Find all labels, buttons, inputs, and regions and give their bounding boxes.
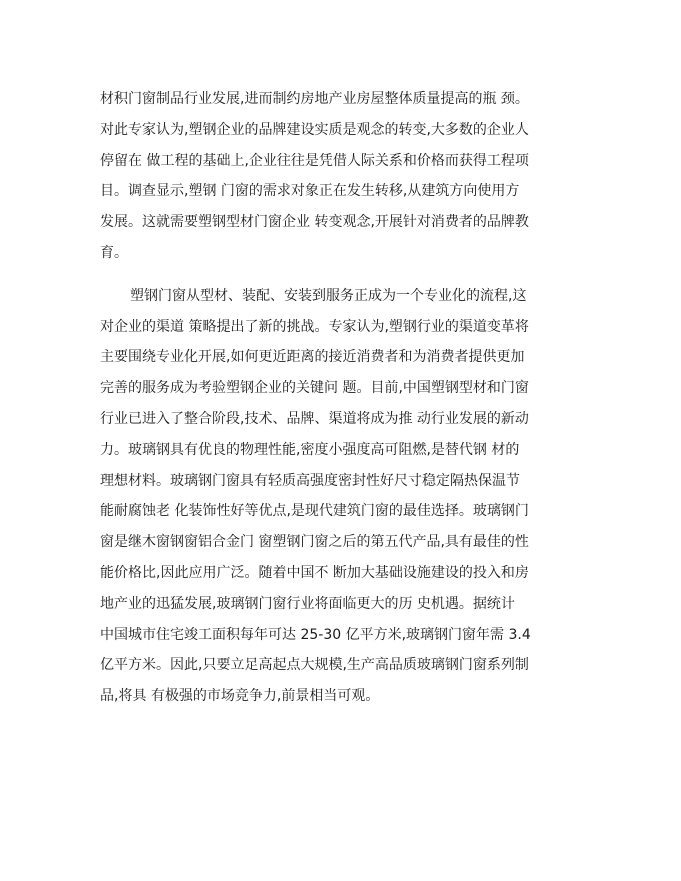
paragraph-spacer	[100, 269, 600, 281]
text-line: 亿平方米。因此,只要立足高起点大规模,生产高品质玻璃钢门窗系列制	[100, 657, 529, 674]
text-line: 发展。这就需要塑钢型材门窗企业 转变观念,开展针对消费者的品牌教	[100, 214, 529, 231]
text-line: 行业已进入了整合阶段,技术、品牌、渠道将成为推 动行业发展的新动	[100, 410, 529, 427]
text-line: 育。	[100, 244, 128, 261]
text-line: 地产业的迅猛发展,玻璃钢门窗行业将面临更大的历 史机遇。据统计	[100, 595, 515, 612]
text-line: 对此专家认为,塑钢企业的品牌建设实质是观念的转变,大多数的企业人	[100, 121, 529, 138]
paragraph-1	[100, 84, 600, 269]
document-page	[100, 84, 600, 712]
text-line: 完善的服务成为考验塑钢企业的关键问 题。目前,中国塑钢型材和门窗	[100, 380, 529, 397]
text-line: 主要围绕专业化开展,如何更近距离的接近消费者和为消费者提供更加	[100, 349, 525, 366]
text-line: 能耐腐蚀老 化装饰性好等优点,是现代建筑门窗的最佳选择。玻璃钢门	[100, 503, 529, 520]
paragraph-2	[100, 281, 600, 712]
text-line: 中国城市住宅竣工面积每年可达 25-30 亿平方米,玻璃钢门窗年需 3.4	[100, 626, 531, 643]
text-line: 能价格比,因此应用广泛。随着中国不 断加大基础设施建设的投入和房	[100, 564, 529, 581]
text-line: 力。玻璃钢具有优良的物理性能,密度小强度高可阻燃,是替代钢 材的	[100, 441, 520, 458]
text-line: 窗是继木窗钢窗铝合金门 窗塑钢门窗之后的第五代产品,具有最佳的性	[100, 534, 529, 551]
text-line: 塑钢门窗从型材、装配、安装到服务正成为一个专业化的流程,这	[130, 287, 527, 304]
text-line: 目。调查显示,塑钢 门窗的需求对象正在发生转移,从建筑方向使用方	[100, 183, 520, 200]
text-line: 对企业的渠道 策略提出了新的挑战。专家认为,塑钢行业的渠道变革将	[100, 318, 529, 335]
text-line: 停留在 做工程的基础上,企业往往是凭借人际关系和价格而获得工程项	[100, 152, 529, 169]
text-line: 理想材料。玻璃钢门窗具有轻质高强度密封性好尺寸稳定隔热保温节	[100, 472, 520, 489]
text-line: 品,将具 有极强的市场竞争力,前景相当可观。	[100, 688, 380, 705]
text-line: 材积门窗制品行业发展,进而制约房地产业房屋整体质量提高的瓶 颈。	[100, 91, 529, 107]
